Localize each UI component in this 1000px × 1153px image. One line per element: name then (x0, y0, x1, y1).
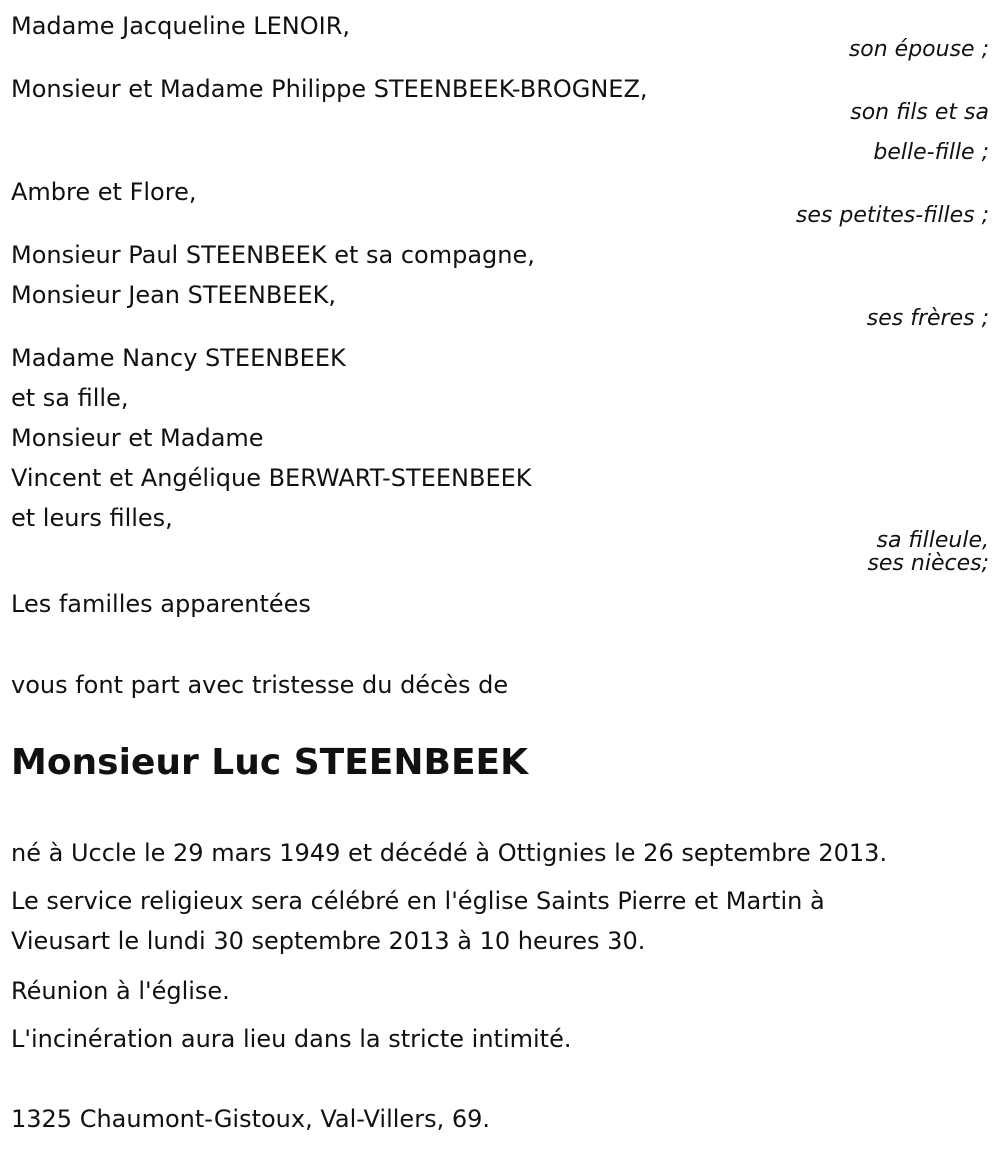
announcement: vous font part avec tristesse du décès de (11, 671, 509, 699)
nieces-relation-line2: ses nièces; (867, 551, 989, 576)
niece-daughter: et sa fille, (11, 384, 129, 412)
address: 1325 Chaumont-Gistoux, Val-Villers, 69. (11, 1105, 490, 1133)
niece-couple-names: Vincent et Angélique BERWART-STEENBEEK (11, 464, 532, 492)
son-name: Monsieur et Madame Philippe STEENBEEK-BROGNEZ, (11, 75, 648, 103)
meeting-info: Réunion à l'église. (11, 977, 230, 1005)
granddaughters-names: Ambre et Flore, (11, 178, 197, 206)
brother-paul: Monsieur Paul STEENBEEK et sa compagne, (11, 241, 535, 269)
service-info-line1: Le service religieux sera célébré en l'église Saints Pierre et Martin à (11, 887, 825, 915)
deceased-name: Monsieur Luc STEENBEEK (11, 742, 529, 783)
nieces-relation-line1: sa filleule, (876, 528, 989, 553)
spouse-relation: son épouse ; (848, 37, 989, 62)
niece-couple-daughters: et leurs filles, (11, 504, 173, 532)
cremation-info: L'incinération aura lieu dans la stricte intimité. (11, 1025, 572, 1053)
brothers-relation: ses frères ; (866, 306, 989, 331)
niece-nancy: Madame Nancy STEENBEEK (11, 344, 346, 372)
son-relation-line2: belle-fille ; (873, 140, 989, 165)
brother-jean: Monsieur Jean STEENBEEK, (11, 281, 336, 309)
birth-death-info: né à Uccle le 29 mars 1949 et décédé à Ottignies le 26 septembre 2013. (11, 839, 888, 867)
service-info-line2: Vieusart le lundi 30 septembre 2013 à 10 heures 30. (11, 927, 646, 955)
relatives: Les familles apparentées (11, 590, 311, 618)
son-relation-line1: son fils et sa (850, 100, 989, 125)
niece-couple-title: Monsieur et Madame (11, 424, 264, 452)
granddaughters-relation: ses petites-filles ; (795, 203, 989, 228)
spouse-name: Madame Jacqueline LENOIR, (11, 12, 351, 40)
